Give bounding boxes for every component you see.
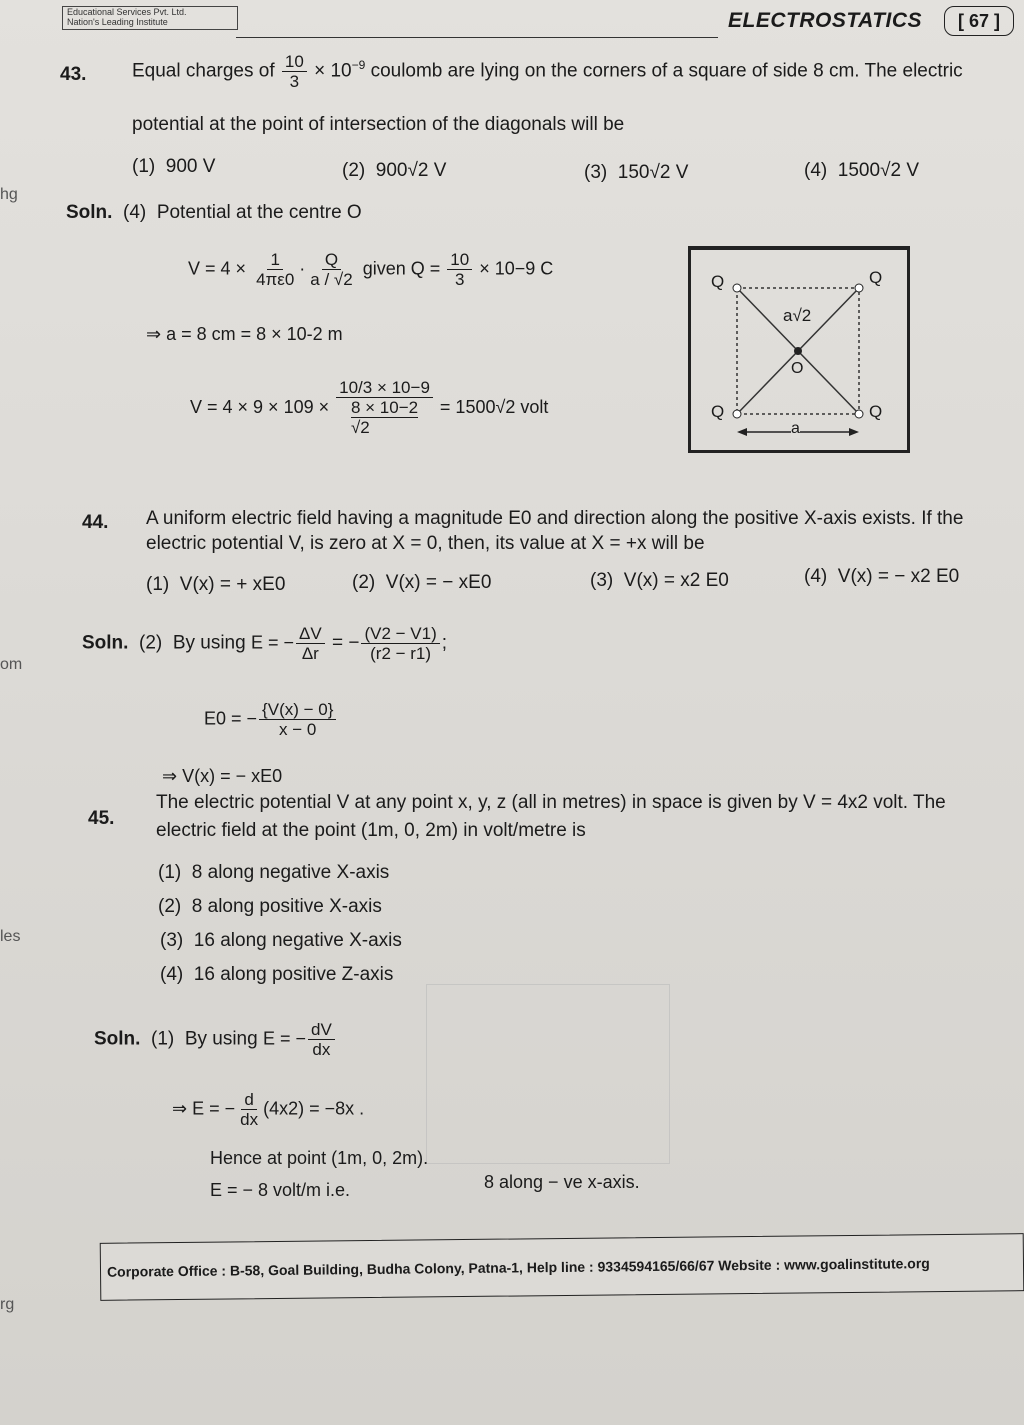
q44-option-1[interactable]: (1) V(x) = + xE0 [146, 574, 286, 595]
q44-option-4[interactable]: (4) V(x) = − x2 E0 [804, 566, 960, 587]
q43-option-3[interactable]: (3) 150√2 V [584, 162, 689, 183]
chapter-title: ELECTROSTATICS [728, 9, 923, 32]
page-number: [ 67 ] [944, 6, 1014, 36]
q43-text-line-2: potential at the point of intersection of the diagonals will be [132, 114, 625, 135]
q44-text-line-1: A uniform electric field having a magnitude E0 and direction along the positive X-axis exists. If the [146, 508, 964, 529]
side-label: a [791, 420, 800, 437]
q45-line-4-right: 8 along − ve x-axis. [484, 1172, 640, 1192]
side-arrow-left [737, 428, 747, 436]
margin-mark-3: les [0, 928, 21, 945]
q45-solution-heading: Soln. (1) By using E = − $\frac{dV}{dx}$ [94, 1020, 337, 1059]
q44-equation-3: ⇒ V(x) = − xE0 [162, 766, 283, 786]
q43-number: 43. [60, 64, 87, 85]
charge-label-br: Q [869, 402, 883, 421]
margin-mark-2: om [0, 656, 23, 673]
corner-bl [733, 410, 741, 418]
q44-equation-2: E0 = − $\frac{\{V(x) - 0\}}{x - 0}$ [204, 700, 338, 739]
q45-option-3[interactable]: (3) 16 along negative X-axis [160, 930, 402, 951]
bleed-through-frame [426, 984, 670, 1164]
corner-tl [733, 284, 741, 292]
publisher-logo-box [62, 6, 238, 30]
q45-line-4: E = − 8 volt/m i.e. [210, 1180, 351, 1200]
margin-mark-4: rg [0, 1296, 15, 1313]
diagonal-label: a√2 [783, 306, 812, 325]
q44-solution-heading: Soln. (2) By using E = − $\frac{\Delta V}{\Delta r}$ = − $\frac{(V2 - V1)}{(r2 - r1)}$ ; [82, 624, 448, 663]
header-rule [236, 37, 718, 38]
q44-option-3[interactable]: (3) V(x) = x2 E0 [590, 570, 729, 591]
q43-equation-3: V = 4 × 9 × 109 × 10/3 × 10−9 8 × 10−2 √2 = 1500√2 volt [190, 378, 549, 437]
q43-option-2[interactable]: (2) 900√2 V [342, 160, 447, 181]
publisher-line-1: Educational Services Pvt. Ltd. [67, 7, 187, 17]
q45-number: 45. [88, 808, 115, 829]
square-charges-diagram [688, 246, 910, 453]
charge-label-tl: Q [711, 272, 725, 291]
margin-mark-1: hg [0, 186, 18, 203]
corner-br [855, 410, 863, 418]
footer-corporate-office: Corporate Office : B-58, Goal Building, Budha Colony, Patna-1, Help line : 9334594165/66/67 Website : www.goalinstitute.org [100, 1233, 1024, 1301]
center-label: O [791, 360, 804, 377]
q43-option-4[interactable]: (4) 1500√2 V [804, 160, 920, 181]
q43-equation-2: ⇒ a = 8 cm = 8 × 10-2 m [146, 324, 343, 344]
q44-number: 44. [82, 512, 109, 533]
q43-text-line-1: Equal charges of $\frac{10}{3}$ × $10^{-9}$ coulomb are lying on the corners of a square of side 8 cm. The electric [132, 52, 963, 91]
q45-text-line-2: electric field at the point (1m, 0, 2m) in volt/metre is [156, 820, 586, 841]
corner-tr [855, 284, 863, 292]
q45-option-1[interactable]: (1) 8 along negative X-axis [158, 862, 390, 883]
q45-line-3: Hence at point (1m, 0, 2m). [210, 1148, 429, 1168]
q43-equation-1: V = 4 × $\frac{1}{4\pi\varepsilon 0}$ · $\frac{Q}{a / √2}$ given Q = $\frac{10}{3}$ × 10−9 C [188, 250, 554, 289]
q43-solution-heading: Soln. (4) Potential at the centre O [66, 202, 362, 223]
q45-option-4[interactable]: (4) 16 along positive Z-axis [160, 964, 394, 985]
charge-label-tr: Q [869, 268, 883, 287]
q43-option-1[interactable]: (1) 900 V [132, 156, 216, 177]
q45-equation-2: ⇒ E = − $\frac{d}{dx}$ (4x2) = −8x . [172, 1090, 365, 1129]
q44-text-line-2: electric potential V, is zero at X = 0, then, its value at X = +x will be [146, 533, 705, 554]
publisher-line-2: Nation's Leading Institute [67, 17, 168, 27]
charge-label-bl: Q [711, 402, 725, 421]
q45-option-2[interactable]: (2) 8 along positive X-axis [158, 896, 382, 917]
q44-option-2[interactable]: (2) V(x) = − xE0 [352, 572, 492, 593]
side-arrow-right [849, 428, 859, 436]
q45-text-line-1: The electric potential V at any point x, y, z (all in metres) in space is given by V = 4x2 volt. The [156, 792, 946, 813]
center-point [794, 347, 802, 355]
